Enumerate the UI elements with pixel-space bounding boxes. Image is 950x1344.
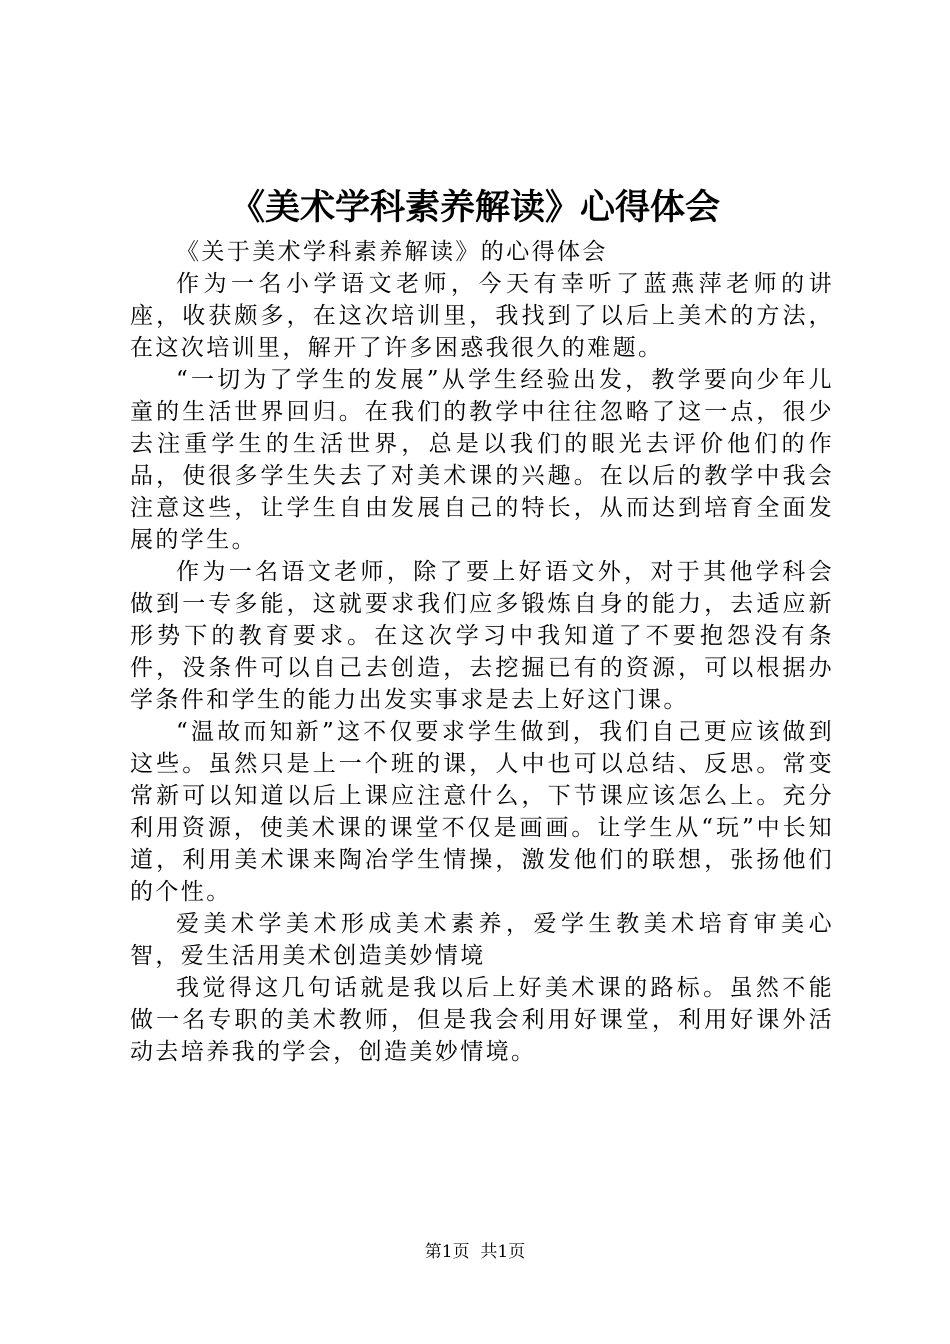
document-body bbox=[130, 236, 834, 1068]
paragraph: 作为一名小学语文老师，今天有幸听了蓝燕萍老师的讲座，收获颇多，在这次培训里，我找到了以后上美术的方法，在这次培训里，解开了许多困惑我很久的难题。 bbox=[130, 271, 834, 361]
paragraph: “一切为了学生的发展”从学生经验出发，教学要向少年儿童的生活世界回归。在我们的教学中往往忽略了这一点，很少去注重学生的生活世界，总是以我们的眼光去评价他们的作品，使很多学生失去了对美术课的兴趣。在以后的教学中我会注意这些，让学生自由发展自己的特长，从而达到培育全面发展的学生。 bbox=[130, 367, 834, 553]
page-footer: 第1页 共1页 bbox=[424, 1242, 526, 1262]
document-title: 《美术学科素养解读》心得体会 bbox=[229, 187, 720, 228]
paragraph: 作为一名语文老师，除了要上好语文外，对于其他学科会做到一专多能，这就要求我们应多锻炼自身的能力，去适应新形势下的教育要求。在这次学习中我知道了不要抱怨没有条件，没条件可以自己去创造，去挖掘已有的资源，可以根据办学条件和学生的能力出发实事求是去上好这门课。 bbox=[130, 559, 834, 713]
paragraph: “温故而知新”这不仅要求学生做到，我们自己更应该做到这些。虽然只是上一个班的课，人中也可以总结、反思。常变常新可以知道以后上课应注意什么，下节课应该怎么上。充分利用资源，使美术课的课堂不仅是画画。让学生从“玩”中长知道，利用美术课来陶冶学生情操，激发他们的联想，张扬他们的个性。 bbox=[130, 719, 834, 905]
paragraph-subtitle: 《关于美术学科素养解读》的心得体会 bbox=[176, 239, 608, 265]
paragraph: 爱美术学美术形成美术素养，爱学生教美术培育审美心智，爱生活用美术创造美妙情境 bbox=[130, 911, 834, 969]
paragraph: 我觉得这几句话就是我以后上好美术课的路标。虽然不能做一名专职的美术教师，但是我会利用好课堂，利用好课外活动去培养我的学会，创造美妙情境。 bbox=[130, 975, 834, 1065]
